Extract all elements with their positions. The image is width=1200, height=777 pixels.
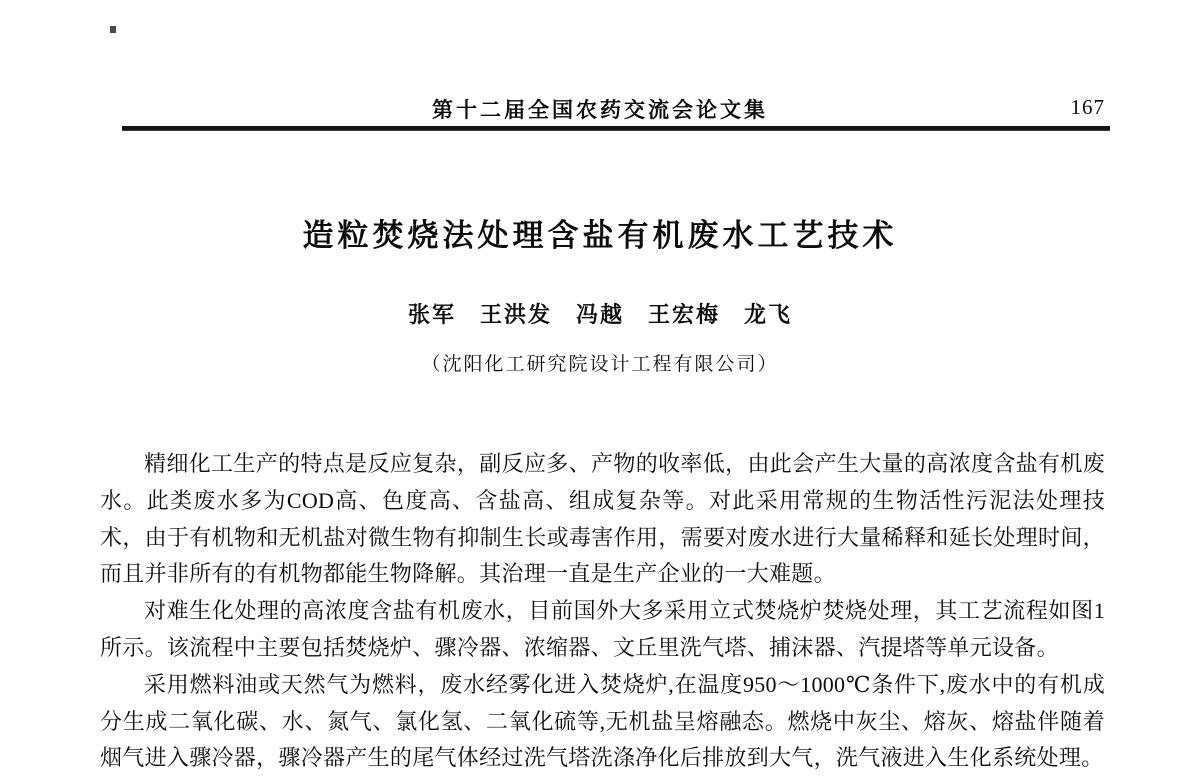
page-header [0, 94, 1200, 126]
journal-title: 第十二届全国农药交流会论文集 [432, 98, 768, 122]
page-number: 167 [1070, 95, 1105, 119]
affiliation-line: （沈阳化工研究院设计工程有限公司） [421, 354, 779, 375]
scan-artifact [110, 26, 116, 33]
header-rule [122, 126, 1110, 131]
article-title: 造粒焚烧法处理含盐有机废水工艺技术 [302, 218, 898, 253]
article-body [100, 446, 1105, 777]
paragraph-2: 对难生化处理的高浓度含盐有机废水，目前国外大多采用立式焚烧炉焚烧处理，其工艺流程如图1所示。该流程中主要包括焚烧炉、骤冷器、浓缩器、文丘里洗气塔、捕沫器、汽提塔等单元设备。 [100, 598, 1105, 660]
paragraph-1: 精细化工生产的特点是反应复杂，副反应多、产物的收率低，由此会产生大量的高浓度含盐有机废水。此类废水多为COD高、色度高、含盐高、组成复杂等。对此采用常规的生物活性污泥法处理技术，由于有机物和无机盐对微生物有抑制生长或毒害作用，需要对废水进行大量稀释和延长处理时间，而且并非所有的有机物都能生物降解。其治理一直是生产企业的一大难题。 [100, 451, 1105, 587]
paragraph-3: 采用燃料油或天然气为燃料，废水经雾化进入焚烧炉,在温度950～1000℃条件下,废水中的有机成分生成二氧化碳、水、氮气、氯化氢、二氧化硫等,无机盐呈熔融态。燃烧中灰尘、熔灰、熔盐伴随着烟气进入骤冷器，骤冷器产生的尾气体经过洗气塔洗涤净化后排放到大气，洗气液进入生化系统处理。 [100, 671, 1105, 771]
authors-line: 张军 王洪发 冯越 王宏梅 龙飞 [407, 302, 792, 327]
